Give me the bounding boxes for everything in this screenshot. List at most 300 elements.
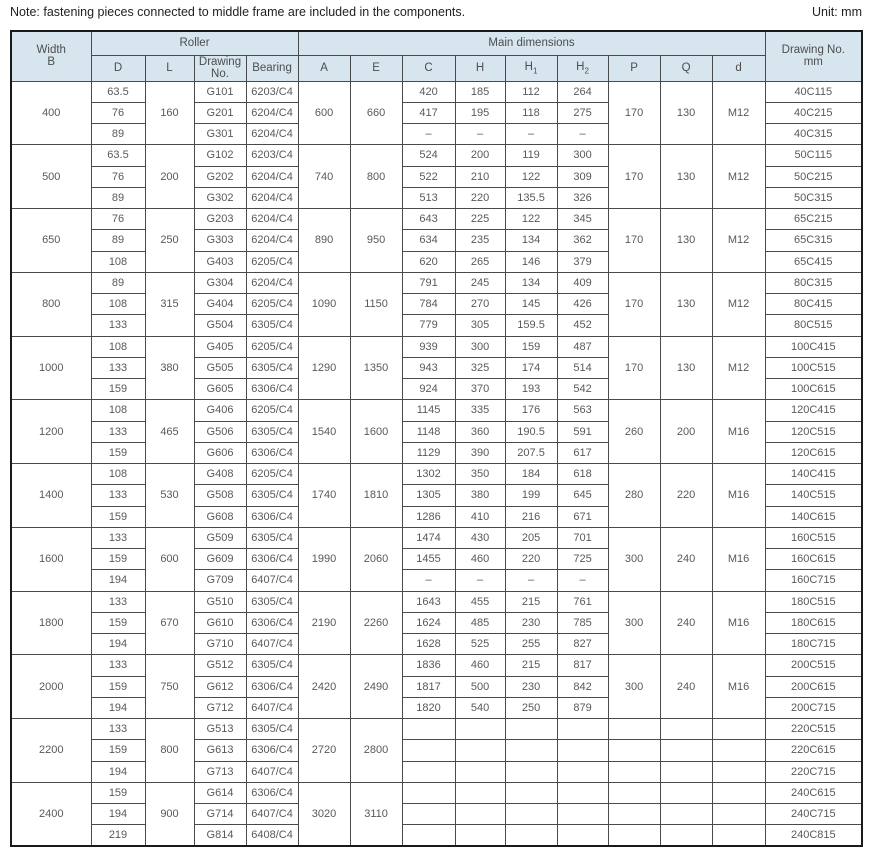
cell-roller-d: 194 — [91, 761, 145, 782]
cell-roller-l: 670 — [145, 591, 194, 655]
cell-roller-d: 159 — [91, 506, 145, 527]
top-bar — [10, 5, 862, 19]
cell-bearing: 6306/C4 — [246, 676, 298, 697]
cell-drawing-code: 220C515 — [765, 719, 862, 740]
cell-h2: 300 — [557, 145, 608, 166]
cell-drawing-no: G403 — [194, 251, 246, 272]
cell-bearing: 6306/C4 — [246, 379, 298, 400]
cell-q — [660, 782, 712, 803]
cell-h — [455, 825, 505, 846]
cell-drawing-code: 50C215 — [765, 166, 862, 187]
cell-drawing-code: 220C615 — [765, 740, 862, 761]
table-body — [11, 81, 862, 846]
cell-drawing-code: 140C415 — [765, 464, 862, 485]
cell-drawing-no: G203 — [194, 209, 246, 230]
col-header-d-thread: d — [712, 55, 765, 81]
table-row — [11, 804, 862, 825]
cell-c — [402, 719, 455, 740]
cell-bearing: 6204/C4 — [246, 124, 298, 145]
cell-d-thread: M12 — [712, 81, 765, 145]
table-row — [11, 761, 862, 782]
cell-drawing-code: 240C615 — [765, 782, 862, 803]
cell-q: 200 — [660, 400, 712, 464]
cell-c: 1628 — [402, 634, 455, 655]
cell-roller-d: 194 — [91, 697, 145, 718]
cell-p: 170 — [608, 145, 660, 209]
cell-h1: 215 — [505, 655, 557, 676]
cell-e: 1600 — [350, 400, 402, 464]
cell-p: 300 — [608, 655, 660, 719]
cell-roller-d: 89 — [91, 230, 145, 251]
cell-h2: 725 — [557, 549, 608, 570]
cell-drawing-no: G710 — [194, 634, 246, 655]
cell-c: 524 — [402, 145, 455, 166]
cell-drawing-no: G714 — [194, 804, 246, 825]
cell-h1: 215 — [505, 591, 557, 612]
cell-drawing-no: G510 — [194, 591, 246, 612]
cell-h2: 671 — [557, 506, 608, 527]
cell-drawing-no: G101 — [194, 81, 246, 102]
table-row — [11, 400, 862, 421]
cell-roller-l: 600 — [145, 527, 194, 591]
cell-h1: 112 — [505, 81, 557, 102]
cell-q — [660, 740, 712, 761]
cell-c: 420 — [402, 81, 455, 102]
cell-drawing-code: 140C515 — [765, 485, 862, 506]
cell-h — [455, 782, 505, 803]
cell-drawing-code: 40C215 — [765, 102, 862, 123]
cell-h2: 785 — [557, 612, 608, 633]
cell-h2: – — [557, 124, 608, 145]
cell-roller-l: 530 — [145, 464, 194, 528]
cell-h1: 176 — [505, 400, 557, 421]
cell-roller-d: 108 — [91, 251, 145, 272]
cell-drawing-no: G301 — [194, 124, 246, 145]
cell-h: 350 — [455, 464, 505, 485]
cell-bearing: 6407/C4 — [246, 634, 298, 655]
cell-bearing: 6306/C4 — [246, 782, 298, 803]
cell-roller-d: 89 — [91, 124, 145, 145]
note-text: Note: fastening pieces connected to middle frame are included in the components. — [10, 5, 466, 19]
cell-bearing: 6204/C4 — [246, 102, 298, 123]
cell-c — [402, 782, 455, 803]
cell-c: 1145 — [402, 400, 455, 421]
cell-d-thread: M16 — [712, 655, 765, 719]
cell-h1: 122 — [505, 209, 557, 230]
cell-drawing-no: G406 — [194, 400, 246, 421]
cell-bearing: 6204/C4 — [246, 272, 298, 293]
cell-h: 370 — [455, 379, 505, 400]
cell-roller-d: 89 — [91, 272, 145, 293]
cell-h2: 326 — [557, 187, 608, 208]
cell-bearing: 6305/C4 — [246, 357, 298, 378]
cell-h: 460 — [455, 549, 505, 570]
cell-h2: 645 — [557, 485, 608, 506]
cell-e: 1810 — [350, 464, 402, 528]
cell-c: 1455 — [402, 549, 455, 570]
cell-bearing: 6305/C4 — [246, 485, 298, 506]
cell-roller-d: 133 — [91, 421, 145, 442]
cell-roller-l: 380 — [145, 336, 194, 400]
cell-roller-d: 194 — [91, 570, 145, 591]
cell-drawing-no: G610 — [194, 612, 246, 633]
cell-d-thread: M16 — [712, 464, 765, 528]
cell-drawing-code: 180C715 — [765, 634, 862, 655]
cell-width-b: 2000 — [11, 655, 91, 719]
cell-a: 600 — [298, 81, 350, 145]
cell-d-thread — [712, 719, 765, 740]
cell-h: 430 — [455, 527, 505, 548]
cell-h: 460 — [455, 655, 505, 676]
table-row — [11, 782, 862, 803]
cell-roller-d: 133 — [91, 655, 145, 676]
cell-c: 522 — [402, 166, 455, 187]
cell-bearing: 6305/C4 — [246, 527, 298, 548]
cell-q — [660, 719, 712, 740]
cell-roller-d: 108 — [91, 464, 145, 485]
cell-drawing-code: 240C815 — [765, 825, 862, 846]
table-row — [11, 272, 862, 293]
cell-h1: 216 — [505, 506, 557, 527]
cell-drawing-code: 180C515 — [765, 591, 862, 612]
cell-roller-d: 159 — [91, 379, 145, 400]
cell-roller-l: 900 — [145, 782, 194, 846]
cell-h2: 452 — [557, 315, 608, 336]
cell-h: 455 — [455, 591, 505, 612]
col-header-c: C — [402, 55, 455, 81]
cell-c: – — [402, 124, 455, 145]
cell-h: 210 — [455, 166, 505, 187]
cell-roller-d: 89 — [91, 187, 145, 208]
cell-h1: 174 — [505, 357, 557, 378]
cell-h: 225 — [455, 209, 505, 230]
cell-roller-d: 133 — [91, 315, 145, 336]
cell-width-b: 1600 — [11, 527, 91, 591]
cell-h — [455, 740, 505, 761]
cell-bearing: 6407/C4 — [246, 804, 298, 825]
cell-d-thread — [712, 782, 765, 803]
cell-bearing: 6203/C4 — [246, 145, 298, 166]
table-row — [11, 527, 862, 548]
cell-d-thread: M16 — [712, 400, 765, 464]
cell-q: 240 — [660, 655, 712, 719]
cell-h2: 275 — [557, 102, 608, 123]
cell-h — [455, 761, 505, 782]
cell-bearing: 6306/C4 — [246, 740, 298, 761]
cell-h2 — [557, 719, 608, 740]
cell-roller-d: 133 — [91, 357, 145, 378]
cell-e: 2060 — [350, 527, 402, 591]
cell-h1: 119 — [505, 145, 557, 166]
cell-h1 — [505, 761, 557, 782]
col-header-width-line1: Width — [36, 44, 66, 57]
cell-drawing-no: G304 — [194, 272, 246, 293]
cell-h: 325 — [455, 357, 505, 378]
cell-d-thread — [712, 740, 765, 761]
cell-q: 130 — [660, 336, 712, 400]
cell-roller-l: 315 — [145, 272, 194, 336]
cell-drawing-code: 160C615 — [765, 549, 862, 570]
cell-h: 245 — [455, 272, 505, 293]
cell-drawing-no: G814 — [194, 825, 246, 846]
cell-h — [455, 804, 505, 825]
col-header-drawing-no-mm — [765, 31, 862, 81]
cell-bearing: 6204/C4 — [246, 187, 298, 208]
cell-h1: 159 — [505, 336, 557, 357]
cell-bearing: 6306/C4 — [246, 442, 298, 463]
cell-h2: 487 — [557, 336, 608, 357]
cell-h1 — [505, 719, 557, 740]
cell-c: 620 — [402, 251, 455, 272]
cell-e: 1350 — [350, 336, 402, 400]
cell-h: 235 — [455, 230, 505, 251]
col-header-e: E — [350, 55, 402, 81]
cell-c: 1302 — [402, 464, 455, 485]
col-header-l: L — [145, 55, 194, 81]
cell-e: 2260 — [350, 591, 402, 655]
unit-label: Unit: mm — [812, 5, 862, 19]
cell-h1: – — [505, 570, 557, 591]
cell-roller-d: 76 — [91, 166, 145, 187]
cell-d-thread: M12 — [712, 209, 765, 273]
cell-a: 1090 — [298, 272, 350, 336]
cell-p — [608, 804, 660, 825]
cell-p — [608, 740, 660, 761]
cell-e: 950 — [350, 209, 402, 273]
cell-h2: 842 — [557, 676, 608, 697]
cell-width-b: 500 — [11, 145, 91, 209]
cell-h: 265 — [455, 251, 505, 272]
cell-drawing-code: 40C315 — [765, 124, 862, 145]
cell-q: 130 — [660, 81, 712, 145]
cell-drawing-no: G102 — [194, 145, 246, 166]
cell-d-thread: M12 — [712, 336, 765, 400]
roller-dimensions-table — [10, 30, 863, 847]
table-row — [11, 719, 862, 740]
cell-bearing: 6204/C4 — [246, 166, 298, 187]
cell-drawing-no: G513 — [194, 719, 246, 740]
cell-roller-d: 108 — [91, 294, 145, 315]
cell-drawing-no: G404 — [194, 294, 246, 315]
cell-drawing-code: 40C115 — [765, 81, 862, 102]
cell-bearing: 6408/C4 — [246, 825, 298, 846]
cell-roller-d: 108 — [91, 336, 145, 357]
cell-drawing-code: 50C315 — [765, 187, 862, 208]
cell-roller-d: 133 — [91, 719, 145, 740]
cell-c: 643 — [402, 209, 455, 230]
col-header-drawing-no-line1: Drawing — [198, 55, 242, 68]
col-header-bearing: Bearing — [246, 55, 298, 81]
cell-c: 1148 — [402, 421, 455, 442]
cell-drawing-no: G713 — [194, 761, 246, 782]
cell-h: – — [455, 570, 505, 591]
col-header-h2-base: H — [576, 60, 585, 73]
cell-h1: – — [505, 124, 557, 145]
cell-p: 280 — [608, 464, 660, 528]
cell-h1: 220 — [505, 549, 557, 570]
cell-q: 130 — [660, 272, 712, 336]
cell-roller-l: 160 — [145, 81, 194, 145]
cell-c — [402, 740, 455, 761]
cell-roller-d: 194 — [91, 634, 145, 655]
cell-d-thread — [712, 804, 765, 825]
table-row — [11, 825, 862, 846]
cell-drawing-code: 100C415 — [765, 336, 862, 357]
cell-h: 195 — [455, 102, 505, 123]
cell-h — [455, 719, 505, 740]
cell-drawing-code: 100C515 — [765, 357, 862, 378]
cell-bearing: 6205/C4 — [246, 464, 298, 485]
cell-h1: 118 — [505, 102, 557, 123]
cell-drawing-code: 200C515 — [765, 655, 862, 676]
cell-drawing-code: 140C615 — [765, 506, 862, 527]
cell-h2: 817 — [557, 655, 608, 676]
cell-e: 3110 — [350, 782, 402, 846]
cell-h1: 190.5 — [505, 421, 557, 442]
cell-drawing-no: G605 — [194, 379, 246, 400]
cell-h2: 409 — [557, 272, 608, 293]
table-row — [11, 209, 862, 230]
cell-h1: 207.5 — [505, 442, 557, 463]
cell-p: 300 — [608, 527, 660, 591]
cell-roller-d: 133 — [91, 527, 145, 548]
cell-p — [608, 719, 660, 740]
cell-q: 240 — [660, 591, 712, 655]
cell-h2: 309 — [557, 166, 608, 187]
cell-drawing-no: G512 — [194, 655, 246, 676]
cell-drawing-no: G613 — [194, 740, 246, 761]
cell-c: – — [402, 570, 455, 591]
cell-h2: 264 — [557, 81, 608, 102]
col-header-width-line2: B — [47, 56, 56, 69]
cell-a: 890 — [298, 209, 350, 273]
cell-h2: 426 — [557, 294, 608, 315]
cell-h: 270 — [455, 294, 505, 315]
cell-c: 1305 — [402, 485, 455, 506]
cell-h1: 255 — [505, 634, 557, 655]
cell-c: 513 — [402, 187, 455, 208]
cell-bearing: 6407/C4 — [246, 697, 298, 718]
table-row — [11, 336, 862, 357]
cell-drawing-no: G609 — [194, 549, 246, 570]
cell-h1 — [505, 782, 557, 803]
cell-h2 — [557, 761, 608, 782]
cell-a: 2190 — [298, 591, 350, 655]
cell-h1 — [505, 804, 557, 825]
col-header-a: A — [298, 55, 350, 81]
cell-drawing-no: G608 — [194, 506, 246, 527]
cell-drawing-no: G201 — [194, 102, 246, 123]
cell-p — [608, 761, 660, 782]
cell-drawing-code: 160C515 — [765, 527, 862, 548]
table-row — [11, 145, 862, 166]
cell-h: 305 — [455, 315, 505, 336]
cell-c: 1836 — [402, 655, 455, 676]
cell-drawing-code: 200C715 — [765, 697, 862, 718]
cell-h1: 184 — [505, 464, 557, 485]
table-header — [11, 31, 862, 81]
cell-p — [608, 825, 660, 846]
cell-bearing: 6306/C4 — [246, 506, 298, 527]
cell-h: 185 — [455, 81, 505, 102]
cell-c: 779 — [402, 315, 455, 336]
cell-c: 1129 — [402, 442, 455, 463]
cell-width-b: 1800 — [11, 591, 91, 655]
cell-a: 1290 — [298, 336, 350, 400]
cell-roller-d: 76 — [91, 209, 145, 230]
cell-roller-d: 194 — [91, 804, 145, 825]
cell-h: 525 — [455, 634, 505, 655]
cell-drawing-code: 65C415 — [765, 251, 862, 272]
cell-width-b: 650 — [11, 209, 91, 273]
cell-drawing-code: 220C715 — [765, 761, 862, 782]
cell-q — [660, 825, 712, 846]
col-header-h2 — [557, 55, 608, 81]
cell-h: 220 — [455, 187, 505, 208]
cell-bearing: 6407/C4 — [246, 570, 298, 591]
cell-q: 130 — [660, 145, 712, 209]
cell-d-thread — [712, 761, 765, 782]
cell-width-b: 1400 — [11, 464, 91, 528]
cell-drawing-no: G405 — [194, 336, 246, 357]
cell-drawing-no: G408 — [194, 464, 246, 485]
cell-roller-d: 63.5 — [91, 145, 145, 166]
cell-h: 380 — [455, 485, 505, 506]
cell-bearing: 6203/C4 — [246, 81, 298, 102]
cell-bearing: 6204/C4 — [246, 209, 298, 230]
cell-h: 485 — [455, 612, 505, 633]
cell-h2: – — [557, 570, 608, 591]
cell-c: 1474 — [402, 527, 455, 548]
cell-bearing: 6205/C4 — [246, 294, 298, 315]
cell-h1: 122 — [505, 166, 557, 187]
cell-p: 170 — [608, 272, 660, 336]
cell-h2: 362 — [557, 230, 608, 251]
table-row — [11, 591, 862, 612]
col-header-p: P — [608, 55, 660, 81]
cell-a: 2720 — [298, 719, 350, 783]
cell-h: 200 — [455, 145, 505, 166]
cell-p: 300 — [608, 591, 660, 655]
cell-h1: 230 — [505, 612, 557, 633]
col-header-drawing-no — [194, 55, 246, 81]
cell-roller-l: 200 — [145, 145, 194, 209]
cell-h2: 591 — [557, 421, 608, 442]
cell-roller-d: 76 — [91, 102, 145, 123]
col-header-h2-sub: 2 — [584, 66, 589, 76]
col-header-drawing-line2: mm — [803, 56, 823, 69]
cell-drawing-no: G303 — [194, 230, 246, 251]
cell-c — [402, 761, 455, 782]
cell-c: 634 — [402, 230, 455, 251]
cell-h2: 618 — [557, 464, 608, 485]
cell-h: 360 — [455, 421, 505, 442]
cell-h2: 617 — [557, 442, 608, 463]
cell-d-thread — [712, 825, 765, 846]
cell-h: 300 — [455, 336, 505, 357]
cell-c — [402, 825, 455, 846]
col-header-h1-base: H — [524, 60, 533, 73]
cell-bearing: 6205/C4 — [246, 336, 298, 357]
col-header-h: H — [455, 55, 505, 81]
cell-c: 939 — [402, 336, 455, 357]
cell-c: 791 — [402, 272, 455, 293]
cell-roller-d: 219 — [91, 825, 145, 846]
cell-c: 417 — [402, 102, 455, 123]
cell-h: – — [455, 124, 505, 145]
cell-roller-l: 250 — [145, 209, 194, 273]
cell-a: 3020 — [298, 782, 350, 846]
